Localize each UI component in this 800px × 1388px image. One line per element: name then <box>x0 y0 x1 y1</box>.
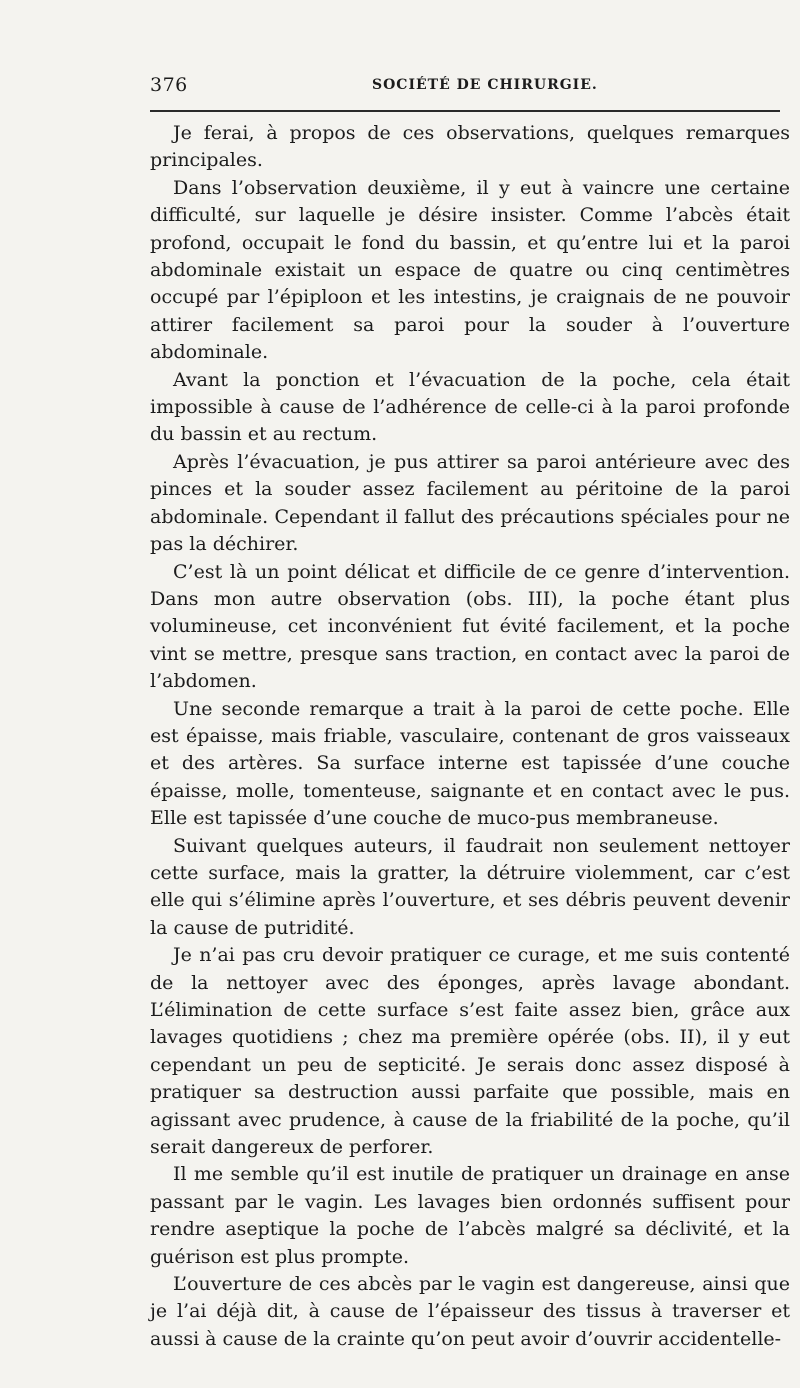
paragraph: Après l’évacuation, je pus attirer sa paroi antérieure avec des pinces et la souder assez facilement au péritoine de la paroi abdominale. Cependant il fallut des précautions spéciales pour ne pas la déchirer. <box>150 450 790 556</box>
paragraph: Une seconde remarque a trait à la paroi de cette poche. Elle est épaisse, mais friable, vasculaire, contenant de gros vaisseaux et des artères. Sa surface interne est tapissée d’une couche épaisse, molle, tomenteuse, saignante et en contact avec le pus. Elle est tapissée d’une couche de muco-pus membraneuse. <box>150 697 790 830</box>
paragraph: Suivant quelques auteurs, il faudrait non seulement nettoyer cette surface, mais la gratter, la détruire violemment, car c’est elle qui s’élimine après l’ouverture, et ses débris peuvent devenir la cause de putridité. <box>150 834 790 939</box>
page-number: 376 <box>150 74 188 96</box>
page-header <box>150 74 780 104</box>
paragraph: Je ferai, à propos de ces observations, quelques remarques principales. <box>150 122 790 172</box>
paragraph: Dans l’observation deuxième, il y eut à vaincre une certaine difficulté, sur laquelle je désire insister. Comme l’abcès était profond, occupait le fond du bassin, et qu’entre lui et la paroi abdominale existait un espace de quatre ou cinq centimètres occupé par l’épiploon et les intestins, je craignais de ne pouvoir attirer facilement sa paroi pour la souder à l’ouverture abdominale. <box>150 176 790 364</box>
paragraph: Je n’ai pas cru devoir pratiquer ce curage, et me suis contenté de la nettoyer avec des éponges, après lavage abondant. L’élimination de cette surface s’est faite assez bien, grâce aux lavages quotidiens ; chez ma première opérée (obs. II), il y eut cependant un peu de septicité. Je serais donc assez disposé à pratiquer sa destruction aussi parfaite que possible, mais en agissant avec prudence, à cause de la friabilité de la poche, qu’il serait dangereux de perforer. <box>150 944 790 1159</box>
paragraph: Avant la ponction et l’évacuation de la poche, cela était impossible à cause de l’adhérence de celle-ci à la paroi profonde du bassin et au rectum. <box>150 368 790 446</box>
header-rule <box>150 110 780 112</box>
paragraph: C’est là un point délicat et difficile de ce genre d’intervention. Dans mon autre observation (obs. III), la poche étant plus volumineuse, cet inconvénient fut évité facilement, et la poche vint se mettre, presque sans traction, en contact avec la paroi de l’abdomen. <box>150 560 790 693</box>
running-title: SOCIÉTÉ DE CHIRURGIE. <box>372 77 598 93</box>
paragraph: L’ouverture de ces abcès par le vagin est dangereuse, ainsi que je l’ai déjà dit, à cause de l’épaisseur des tissus à traverser et aussi à cause de la crainte qu’on peut avoir d’ouvrir accidentelle- <box>150 1273 790 1350</box>
paragraph: Il me semble qu’il est inutile de pratiquer un drainage en anse passant par le vagin. Les lavages bien ordonnés suffisent pour rendre aseptique la poche de l’abcès malgré sa déclivité, et la guérison est plus prompte. <box>150 1163 790 1268</box>
body-text <box>150 120 790 1353</box>
